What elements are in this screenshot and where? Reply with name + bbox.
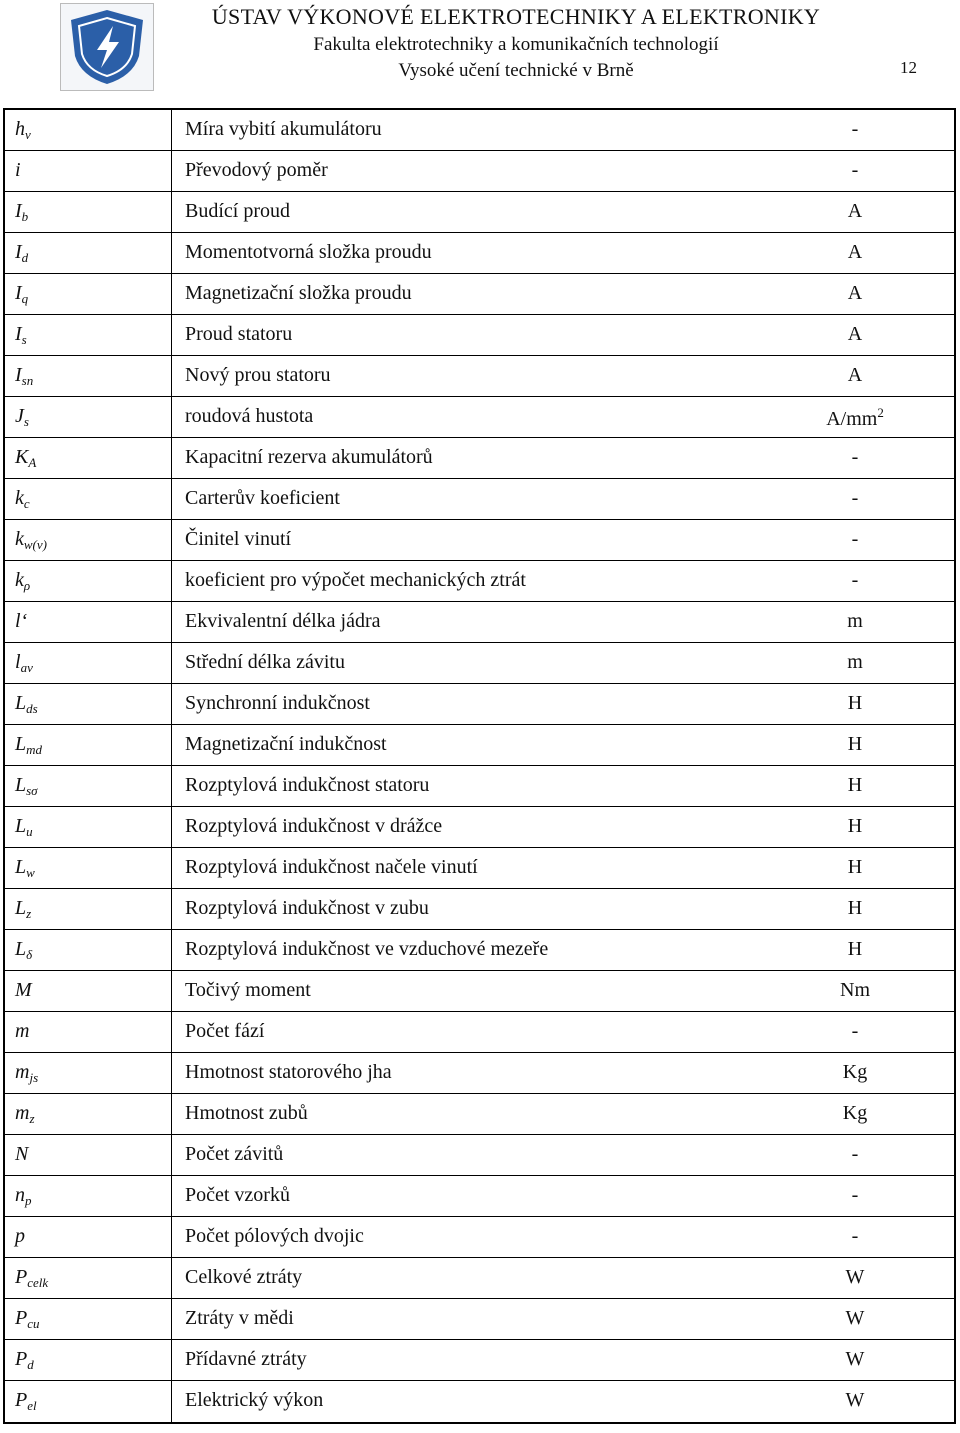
unit-cell [765,1102,945,1125]
table-row [5,1381,954,1422]
column-divider [171,1381,172,1422]
column-divider [171,766,172,806]
symbol-base: L [15,897,27,919]
symbol-base: m [15,1061,30,1083]
symbol-subscript: md [26,742,43,757]
unit-text: - [851,1020,859,1042]
unit-text: A [847,323,863,345]
description-cell: Hmotnost zubů [185,1102,308,1124]
unit-text: - [851,159,859,181]
unit-text: m [847,651,863,673]
unit-cell [765,528,945,551]
unit-cell [765,569,945,592]
unit-cell [765,200,945,223]
unit-text: A [847,200,863,222]
symbol-cell [15,569,30,594]
unit-text: A [847,364,863,386]
table-row [5,889,954,930]
table-row [5,1135,954,1176]
table-row [5,1094,954,1135]
description-cell: roudová hustota [185,405,314,427]
unit-text: H [847,774,863,796]
unit-cell [765,610,945,633]
column-divider [171,356,172,396]
unit-cell [765,159,945,182]
unit-text: H [847,897,863,919]
symbol-cell [15,692,38,717]
unit-text: A [847,241,863,263]
symbol-subscript: z [29,1111,35,1126]
symbol-subscript: c [23,496,30,511]
description-cell: Synchronní indukčnost [185,692,370,714]
symbol-base: l‘ [15,610,28,632]
symbol-base: m [15,1020,30,1042]
unit-text: H [847,815,863,837]
symbol-base: P [15,1266,28,1288]
symbol-base: N [15,1143,29,1165]
symbol-subscript: av [20,660,33,675]
column-divider [171,684,172,724]
symbol-subscript: u [26,824,33,839]
symbol-cell [15,856,35,881]
table-row [5,1340,954,1381]
symbol-cell [15,651,33,676]
symbol-base: l [15,651,21,673]
column-divider [171,1135,172,1175]
unit-cell [765,1184,945,1207]
table-row [5,684,954,725]
unit-text: H [847,733,863,755]
column-divider [171,274,172,314]
column-divider [171,1053,172,1093]
symbol-subscript: b [21,209,29,224]
symbol-cell [15,1143,28,1166]
symbol-subscript: s [23,414,29,429]
column-divider [171,233,172,273]
table-row [5,151,954,192]
symbol-cell [15,200,28,225]
university-logo [60,3,154,91]
table-row [5,110,954,151]
symbol-cell [15,1389,37,1414]
unit-text: H [847,692,863,714]
symbol-base: I [15,282,22,304]
symbol-cell [15,282,28,307]
description-cell: Rozptylová indukčnost načele vinutí [185,856,478,878]
table-row [5,602,954,643]
column-divider [171,971,172,1011]
symbol-subscript: sn [21,373,34,388]
symbol-subscript: d [21,250,29,265]
symbol-cell [15,487,30,512]
unit-text: m [847,610,863,632]
column-divider [171,725,172,765]
symbols-table [3,108,956,1424]
column-divider [171,438,172,478]
unit-cell [765,364,945,387]
symbol-subscript: w [26,865,35,880]
symbol-subscript: celk [27,1275,49,1290]
symbol-cell [15,159,21,182]
symbol-base: m [15,1102,30,1124]
unit-text: Nm [840,979,870,1001]
symbol-base: I [15,241,22,263]
table-row [5,520,954,561]
column-divider [171,889,172,929]
unit-cell [765,692,945,715]
symbol-cell [15,774,38,799]
unit-text: W [845,1389,865,1411]
symbol-subscript: p [25,1193,32,1208]
symbol-cell [15,1225,25,1248]
table-row [5,315,954,356]
table-row [5,1012,954,1053]
unit-text: - [851,528,859,550]
symbol-base: k [15,569,24,591]
symbol-cell [15,446,36,471]
column-divider [171,397,172,437]
unit-cell [765,282,945,305]
description-cell: Kapacitní rezerva akumulátorů [185,446,433,468]
column-divider [171,1299,172,1339]
unit-text: - [851,1225,859,1247]
unit-cell [765,733,945,756]
symbol-subscript: el [27,1398,37,1413]
symbol-subscript: ds [26,701,38,716]
symbol-subscript: q [21,291,29,306]
description-cell: Míra vybití akumulátoru [185,118,382,140]
symbol-subscript: v [25,127,31,142]
symbol-cell [15,364,33,389]
symbol-cell [15,1307,40,1332]
column-divider [171,807,172,847]
unit-cell [765,1307,945,1330]
column-divider [171,520,172,560]
description-cell: Carterův koeficient [185,487,340,509]
column-divider [171,315,172,355]
symbol-cell [15,405,29,430]
description-cell: Počet fází [185,1020,265,1042]
unit-cell [765,118,945,141]
symbol-base: k [15,487,24,509]
symbol-subscript: js [29,1070,39,1085]
column-divider [171,1094,172,1134]
faculty-title: Fakulta elektrotechniky a komunikačních technologií [313,34,719,55]
page-header [0,0,960,96]
symbol-cell [15,1061,38,1086]
table-row [5,1299,954,1340]
unit-cell [765,856,945,879]
symbol-base: i [15,159,21,181]
table-row [5,356,954,397]
table-row [5,930,954,971]
symbol-subscript: A [28,455,37,470]
symbol-base: I [15,200,22,222]
description-cell: Ekvivalentní délka jádra [185,610,381,632]
symbol-base: L [15,856,27,878]
symbol-subscript: cu [27,1316,40,1331]
unit-text: - [851,1184,859,1206]
page-number: 12 [900,58,917,77]
symbol-cell [15,1102,35,1127]
symbol-base: L [15,774,27,796]
unit-text: A [847,282,863,304]
table-row [5,1176,954,1217]
description-cell: Rozptylová indukčnost v zubu [185,897,429,919]
symbol-base: I [15,323,22,345]
table-row [5,725,954,766]
unit-text: W [845,1348,865,1370]
description-cell: Přídavné ztráty [185,1348,307,1370]
symbol-base: M [15,979,32,1001]
symbol-subscript: s [21,332,27,347]
symbol-subscript: d [27,1357,34,1372]
description-cell: Počet vzorků [185,1184,290,1206]
table-row [5,766,954,807]
unit-text: A/mm [826,408,878,430]
unit-cell [765,1266,945,1289]
symbol-cell [15,323,27,348]
description-cell: Počet závitů [185,1143,284,1165]
table-row [5,971,954,1012]
symbol-cell [15,528,47,553]
unit-cell [765,938,945,961]
column-divider [171,110,172,150]
symbol-base: J [15,405,24,427]
table-row [5,438,954,479]
unit-cell [765,1348,945,1371]
unit-text: W [845,1266,865,1288]
column-divider [171,1012,172,1052]
unit-cell [765,1389,945,1412]
table-row [5,848,954,889]
table-row [5,643,954,684]
column-divider [171,561,172,601]
symbol-subscript: w(v) [23,537,47,552]
column-divider [171,1258,172,1298]
symbol-subscript: ρ [23,578,31,593]
symbol-base: L [15,938,27,960]
symbol-base: P [15,1348,28,1370]
symbol-cell [15,118,31,143]
column-divider [171,151,172,191]
unit-cell [765,979,945,1002]
description-cell: Momentotvorná složka proudu [185,241,432,263]
unit-cell [765,774,945,797]
description-cell: Nový prou statoru [185,364,331,386]
column-divider [171,1340,172,1380]
description-cell: Ztráty v mědi [185,1307,294,1329]
unit-cell [765,1020,945,1043]
description-cell: Rozptylová indukčnost statoru [185,774,430,796]
university-title: Vysoké učení technické v Brně [398,60,634,81]
symbol-cell [15,610,27,633]
description-cell: Celkové ztráty [185,1266,303,1288]
symbol-cell [15,241,28,266]
column-divider [171,1217,172,1257]
unit-cell [765,897,945,920]
unit-cell [765,405,945,431]
table-row [5,1258,954,1299]
symbol-cell [15,733,42,758]
unit-text: - [851,569,859,591]
symbol-base: L [15,692,27,714]
unit-cell [765,651,945,674]
unit-text: H [847,938,863,960]
column-divider [171,930,172,970]
table-row [5,274,954,315]
description-cell: Počet pólových dvojic [185,1225,364,1247]
column-divider [171,479,172,519]
symbol-subscript: δ [26,947,33,962]
symbol-subscript: z [26,906,32,921]
symbol-base: P [15,1389,28,1411]
unit-text: - [851,118,859,140]
description-cell: Magnetizační indukčnost [185,733,387,755]
column-divider [171,602,172,642]
unit-cell [765,1143,945,1166]
symbol-base: k [15,528,24,550]
description-cell: Převodový poměr [185,159,328,181]
symbol-base: p [15,1225,25,1247]
table-row [5,192,954,233]
description-cell: Hmotnost statorového jha [185,1061,392,1083]
description-cell: Proud statoru [185,323,293,345]
unit-text: W [845,1307,865,1329]
unit-cell [765,1061,945,1084]
column-divider [171,848,172,888]
unit-cell [765,487,945,510]
table-row [5,479,954,520]
symbol-cell [15,897,31,922]
symbol-cell [15,1266,48,1291]
column-divider [171,1176,172,1216]
unit-cell [765,241,945,264]
table-row [5,1053,954,1094]
symbol-base: n [15,1184,25,1206]
table-row [5,397,954,438]
symbol-cell [15,979,32,1002]
shield-lightning-icon [63,6,151,88]
symbol-cell [15,1020,29,1043]
unit-cell [765,1225,945,1248]
table-row [5,233,954,274]
table-row [5,561,954,602]
table-row [5,1217,954,1258]
symbol-base: K [15,446,29,468]
unit-cell [765,815,945,838]
description-cell: Magnetizační složka proudu [185,282,412,304]
symbol-base: I [15,364,22,386]
unit-text: - [851,446,859,468]
column-divider [171,643,172,683]
symbol-cell [15,1348,34,1373]
description-cell: koeficient pro výpočet mechanických ztrát [185,569,526,591]
symbol-base: h [15,118,25,140]
description-cell: Činitel vinutí [185,528,292,550]
unit-text: Kg [842,1102,868,1124]
description-cell: Točivý moment [185,979,311,1001]
symbol-cell [15,1184,32,1209]
symbol-cell [15,815,33,840]
description-cell: Elektrický výkon [185,1389,324,1411]
unit-text: H [847,856,863,878]
symbol-base: L [15,815,27,837]
description-cell: Rozptylová indukčnost v drážce [185,815,443,837]
symbol-base: L [15,733,27,755]
unit-cell [765,446,945,469]
symbol-base: P [15,1307,28,1329]
symbol-cell [15,938,32,963]
description-cell: Rozptylová indukčnost ve vzduchové mezeře [185,938,549,960]
institute-title: ÚSTAV VÝKONOVÉ ELEKTROTECHNIKY A ELEKTRONIKY [211,4,821,29]
symbol-subscript: sσ [26,783,38,798]
unit-superscript: 2 [877,405,884,420]
column-divider [171,192,172,232]
unit-text: Kg [842,1061,868,1083]
unit-cell [765,323,945,346]
description-cell: Střední délka závitu [185,651,345,673]
unit-text: - [851,487,859,509]
unit-text: - [851,1143,859,1165]
table-row [5,807,954,848]
description-cell: Budící proud [185,200,290,222]
